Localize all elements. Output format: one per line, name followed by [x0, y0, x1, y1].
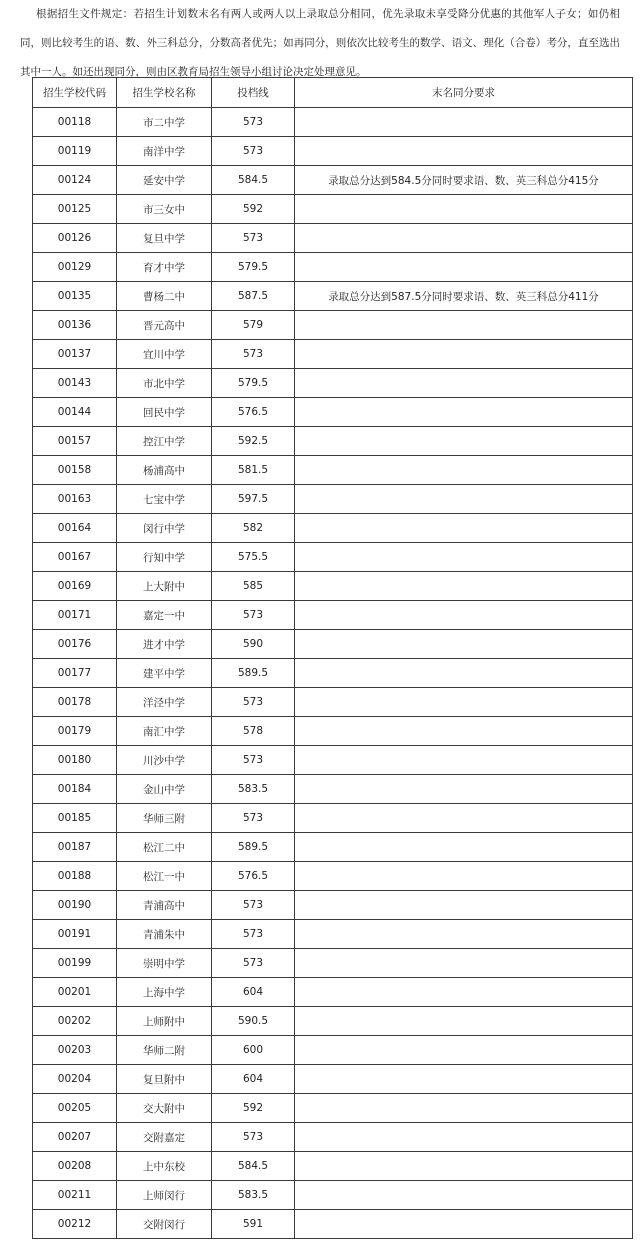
table-row [33, 601, 633, 630]
tie-requirement-cell [295, 195, 633, 224]
school-name-cell: 控江中学 [117, 427, 212, 456]
tie-requirement-cell [295, 891, 633, 920]
school-name-cell: 曹杨二中 [117, 282, 212, 311]
school-name-cell: 进才中学 [117, 630, 212, 659]
school-name-cell: 华师二附 [117, 1036, 212, 1065]
school-code-cell: 00212 [33, 1210, 117, 1239]
school-name-cell: 青浦高中 [117, 891, 212, 920]
cutoff-score-cell: 573 [212, 804, 295, 833]
tie-requirement-cell [295, 1094, 633, 1123]
school-name-cell: 川沙中学 [117, 746, 212, 775]
cutoff-score-cell: 585 [212, 572, 295, 601]
school-code-cell: 00169 [33, 572, 117, 601]
school-code-cell: 00126 [33, 224, 117, 253]
cutoff-score-cell: 592 [212, 195, 295, 224]
school-code-cell: 00208 [33, 1152, 117, 1181]
tie-requirement-cell [295, 1210, 633, 1239]
header-tie-requirement: 末名同分要求 [295, 78, 633, 108]
school-name-cell: 崇明中学 [117, 949, 212, 978]
cutoff-score-cell: 604 [212, 978, 295, 1007]
school-name-cell: 嘉定一中 [117, 601, 212, 630]
tie-requirement-cell [295, 1152, 633, 1181]
tie-requirement-cell [295, 833, 633, 862]
table-row [33, 920, 633, 949]
school-code-cell: 00178 [33, 688, 117, 717]
tie-requirement-cell [295, 949, 633, 978]
header-school-name: 招生学校名称 [117, 78, 212, 108]
table-row [33, 514, 633, 543]
school-code-cell: 00179 [33, 717, 117, 746]
tie-requirement-cell [295, 572, 633, 601]
table-row [33, 369, 633, 398]
tie-requirement-cell [295, 804, 633, 833]
tie-requirement-cell [295, 920, 633, 949]
tie-requirement-cell [295, 253, 633, 282]
table-row [33, 195, 633, 224]
cutoff-score-cell: 581.5 [212, 456, 295, 485]
school-code-cell: 00201 [33, 978, 117, 1007]
school-code-cell: 00158 [33, 456, 117, 485]
school-code-cell: 00188 [33, 862, 117, 891]
cutoff-score-cell: 579 [212, 311, 295, 340]
table-row [33, 108, 633, 137]
tie-requirement-cell [295, 688, 633, 717]
cutoff-score-cell: 589.5 [212, 833, 295, 862]
school-name-cell: 闵行中学 [117, 514, 212, 543]
school-code-cell: 00187 [33, 833, 117, 862]
school-name-cell: 上师附中 [117, 1007, 212, 1036]
school-code-cell: 00203 [33, 1036, 117, 1065]
table-row [33, 572, 633, 601]
tie-requirement-cell [295, 311, 633, 340]
table-row [33, 804, 633, 833]
school-name-cell: 南洋中学 [117, 137, 212, 166]
tie-requirement-cell [295, 1181, 633, 1210]
table-row [33, 833, 633, 862]
table-row [33, 253, 633, 282]
cutoff-score-cell: 579.5 [212, 253, 295, 282]
school-code-cell: 00129 [33, 253, 117, 282]
table-row [33, 978, 633, 1007]
school-name-cell: 上中东校 [117, 1152, 212, 1181]
school-code-cell: 00191 [33, 920, 117, 949]
school-name-cell: 市三女中 [117, 195, 212, 224]
cutoff-score-cell: 583.5 [212, 1181, 295, 1210]
school-name-cell: 七宝中学 [117, 485, 212, 514]
table-row [33, 1036, 633, 1065]
cutoff-score-cell: 573 [212, 688, 295, 717]
table-row [33, 1152, 633, 1181]
tie-requirement-cell [295, 543, 633, 572]
cutoff-score-cell: 578 [212, 717, 295, 746]
cutoff-score-cell: 573 [212, 920, 295, 949]
cutoff-score-cell: 573 [212, 1123, 295, 1152]
intro-paragraph-block [20, 0, 620, 87]
tie-requirement-cell [295, 427, 633, 456]
table-row [33, 398, 633, 427]
cutoff-score-cell: 592 [212, 1094, 295, 1123]
table-body [33, 108, 633, 1239]
tie-requirement-cell [295, 137, 633, 166]
tie-requirement-cell [295, 1065, 633, 1094]
school-code-cell: 00171 [33, 601, 117, 630]
tie-requirement-cell [295, 1007, 633, 1036]
school-code-cell: 00157 [33, 427, 117, 456]
school-name-cell: 上师闵行 [117, 1181, 212, 1210]
table-row [33, 659, 633, 688]
school-code-cell: 00143 [33, 369, 117, 398]
tie-requirement-cell [295, 1036, 633, 1065]
school-name-cell: 杨浦高中 [117, 456, 212, 485]
cutoff-score-cell: 582 [212, 514, 295, 543]
table-row [33, 543, 633, 572]
cutoff-score-cell: 584.5 [212, 166, 295, 195]
school-name-cell: 上海中学 [117, 978, 212, 1007]
school-name-cell: 市二中学 [117, 108, 212, 137]
school-name-cell: 延安中学 [117, 166, 212, 195]
tie-requirement-cell [295, 108, 633, 137]
tie-requirement-cell: 录取总分达到587.5分同时要求语、数、英三科总分411分 [295, 282, 633, 311]
cutoff-score-cell: 584.5 [212, 1152, 295, 1181]
cutoff-score-cell: 573 [212, 340, 295, 369]
admission-score-table [32, 77, 633, 1239]
table-row [33, 427, 633, 456]
school-code-cell: 00204 [33, 1065, 117, 1094]
school-code-cell: 00119 [33, 137, 117, 166]
cutoff-score-cell: 573 [212, 224, 295, 253]
school-name-cell: 复旦中学 [117, 224, 212, 253]
school-name-cell: 交大附中 [117, 1094, 212, 1123]
table-row [33, 485, 633, 514]
table-row [33, 340, 633, 369]
cutoff-score-cell: 583.5 [212, 775, 295, 804]
table-row [33, 630, 633, 659]
table-row [33, 717, 633, 746]
school-name-cell: 交附嘉定 [117, 1123, 212, 1152]
tie-requirement-cell [295, 1123, 633, 1152]
tie-requirement-cell [295, 485, 633, 514]
table-row [33, 1094, 633, 1123]
tie-requirement-cell [295, 978, 633, 1007]
tie-requirement-cell [295, 775, 633, 804]
school-code-cell: 00163 [33, 485, 117, 514]
cutoff-score-cell: 587.5 [212, 282, 295, 311]
tie-requirement-cell [295, 514, 633, 543]
table-header-row [33, 78, 633, 108]
cutoff-score-cell: 600 [212, 1036, 295, 1065]
tie-requirement-cell [295, 398, 633, 427]
cutoff-score-cell: 573 [212, 746, 295, 775]
cutoff-score-cell: 590 [212, 630, 295, 659]
cutoff-score-cell: 604 [212, 1065, 295, 1094]
school-code-cell: 00180 [33, 746, 117, 775]
tie-requirement-cell [295, 224, 633, 253]
school-name-cell: 复旦附中 [117, 1065, 212, 1094]
tie-requirement-cell [295, 630, 633, 659]
header-cutoff-score: 投档线 [212, 78, 295, 108]
table-row [33, 137, 633, 166]
school-code-cell: 00167 [33, 543, 117, 572]
table-row [33, 1210, 633, 1239]
header-school-code: 招生学校代码 [33, 78, 117, 108]
school-code-cell: 00164 [33, 514, 117, 543]
table-row [33, 456, 633, 485]
school-name-cell: 建平中学 [117, 659, 212, 688]
cutoff-score-cell: 592.5 [212, 427, 295, 456]
table-row [33, 311, 633, 340]
cutoff-score-cell: 575.5 [212, 543, 295, 572]
admission-rules-text: 根据招生文件规定：若招生计划数末名有两人或两人以上录取总分相同，优先录取未享受降分优惠的其他军人子女；如仍相同，则比较考生的语、数、外三科总分，分数高者优先；如再同分，则依次比较考生的数学、语文、理化（合卷）考分，直至选出其中一人。如还出现同分，则由区教育局招生领导小组讨论决定处理意见。 [20, 8, 620, 78]
school-code-cell: 00184 [33, 775, 117, 804]
tie-requirement-cell [295, 659, 633, 688]
school-name-cell: 松江一中 [117, 862, 212, 891]
school-name-cell: 松江二中 [117, 833, 212, 862]
cutoff-score-cell: 573 [212, 137, 295, 166]
table-row [33, 282, 633, 311]
cutoff-score-cell: 591 [212, 1210, 295, 1239]
table-row [33, 775, 633, 804]
school-name-cell: 晋元高中 [117, 311, 212, 340]
cutoff-score-cell: 573 [212, 891, 295, 920]
school-code-cell: 00185 [33, 804, 117, 833]
school-name-cell: 洋泾中学 [117, 688, 212, 717]
school-code-cell: 00202 [33, 1007, 117, 1036]
tie-requirement-cell [295, 340, 633, 369]
school-code-cell: 00205 [33, 1094, 117, 1123]
school-code-cell: 00190 [33, 891, 117, 920]
tie-requirement-cell: 录取总分达到584.5分同时要求语、数、英三科总分415分 [295, 166, 633, 195]
cutoff-score-cell: 573 [212, 949, 295, 978]
school-code-cell: 00125 [33, 195, 117, 224]
cutoff-score-cell: 597.5 [212, 485, 295, 514]
cutoff-score-cell: 573 [212, 601, 295, 630]
table-row [33, 1123, 633, 1152]
table-row [33, 166, 633, 195]
school-code-cell: 00211 [33, 1181, 117, 1210]
tie-requirement-cell [295, 746, 633, 775]
school-name-cell: 南汇中学 [117, 717, 212, 746]
school-name-cell: 行知中学 [117, 543, 212, 572]
table-row [33, 1065, 633, 1094]
cutoff-score-cell: 576.5 [212, 862, 295, 891]
school-name-cell: 青浦朱中 [117, 920, 212, 949]
tie-requirement-cell [295, 717, 633, 746]
cutoff-score-cell: 590.5 [212, 1007, 295, 1036]
tie-requirement-cell [295, 369, 633, 398]
table-row [33, 224, 633, 253]
school-code-cell: 00135 [33, 282, 117, 311]
table-row [33, 746, 633, 775]
table-row [33, 1181, 633, 1210]
table-row [33, 949, 633, 978]
school-name-cell: 华师三附 [117, 804, 212, 833]
school-name-cell: 市北中学 [117, 369, 212, 398]
school-code-cell: 00136 [33, 311, 117, 340]
school-code-cell: 00118 [33, 108, 117, 137]
school-code-cell: 00177 [33, 659, 117, 688]
cutoff-score-cell: 576.5 [212, 398, 295, 427]
school-code-cell: 00124 [33, 166, 117, 195]
table-row [33, 862, 633, 891]
school-name-cell: 宜川中学 [117, 340, 212, 369]
school-name-cell: 育才中学 [117, 253, 212, 282]
school-name-cell: 上大附中 [117, 572, 212, 601]
school-code-cell: 00176 [33, 630, 117, 659]
school-code-cell: 00144 [33, 398, 117, 427]
school-code-cell: 00207 [33, 1123, 117, 1152]
cutoff-score-cell: 579.5 [212, 369, 295, 398]
school-name-cell: 交附闵行 [117, 1210, 212, 1239]
tie-requirement-cell [295, 862, 633, 891]
school-code-cell: 00137 [33, 340, 117, 369]
tie-requirement-cell [295, 456, 633, 485]
school-name-cell: 回民中学 [117, 398, 212, 427]
table-row [33, 688, 633, 717]
table-row [33, 1007, 633, 1036]
table-row [33, 891, 633, 920]
school-name-cell: 金山中学 [117, 775, 212, 804]
tie-requirement-cell [295, 601, 633, 630]
cutoff-score-cell: 589.5 [212, 659, 295, 688]
school-code-cell: 00199 [33, 949, 117, 978]
cutoff-score-cell: 573 [212, 108, 295, 137]
